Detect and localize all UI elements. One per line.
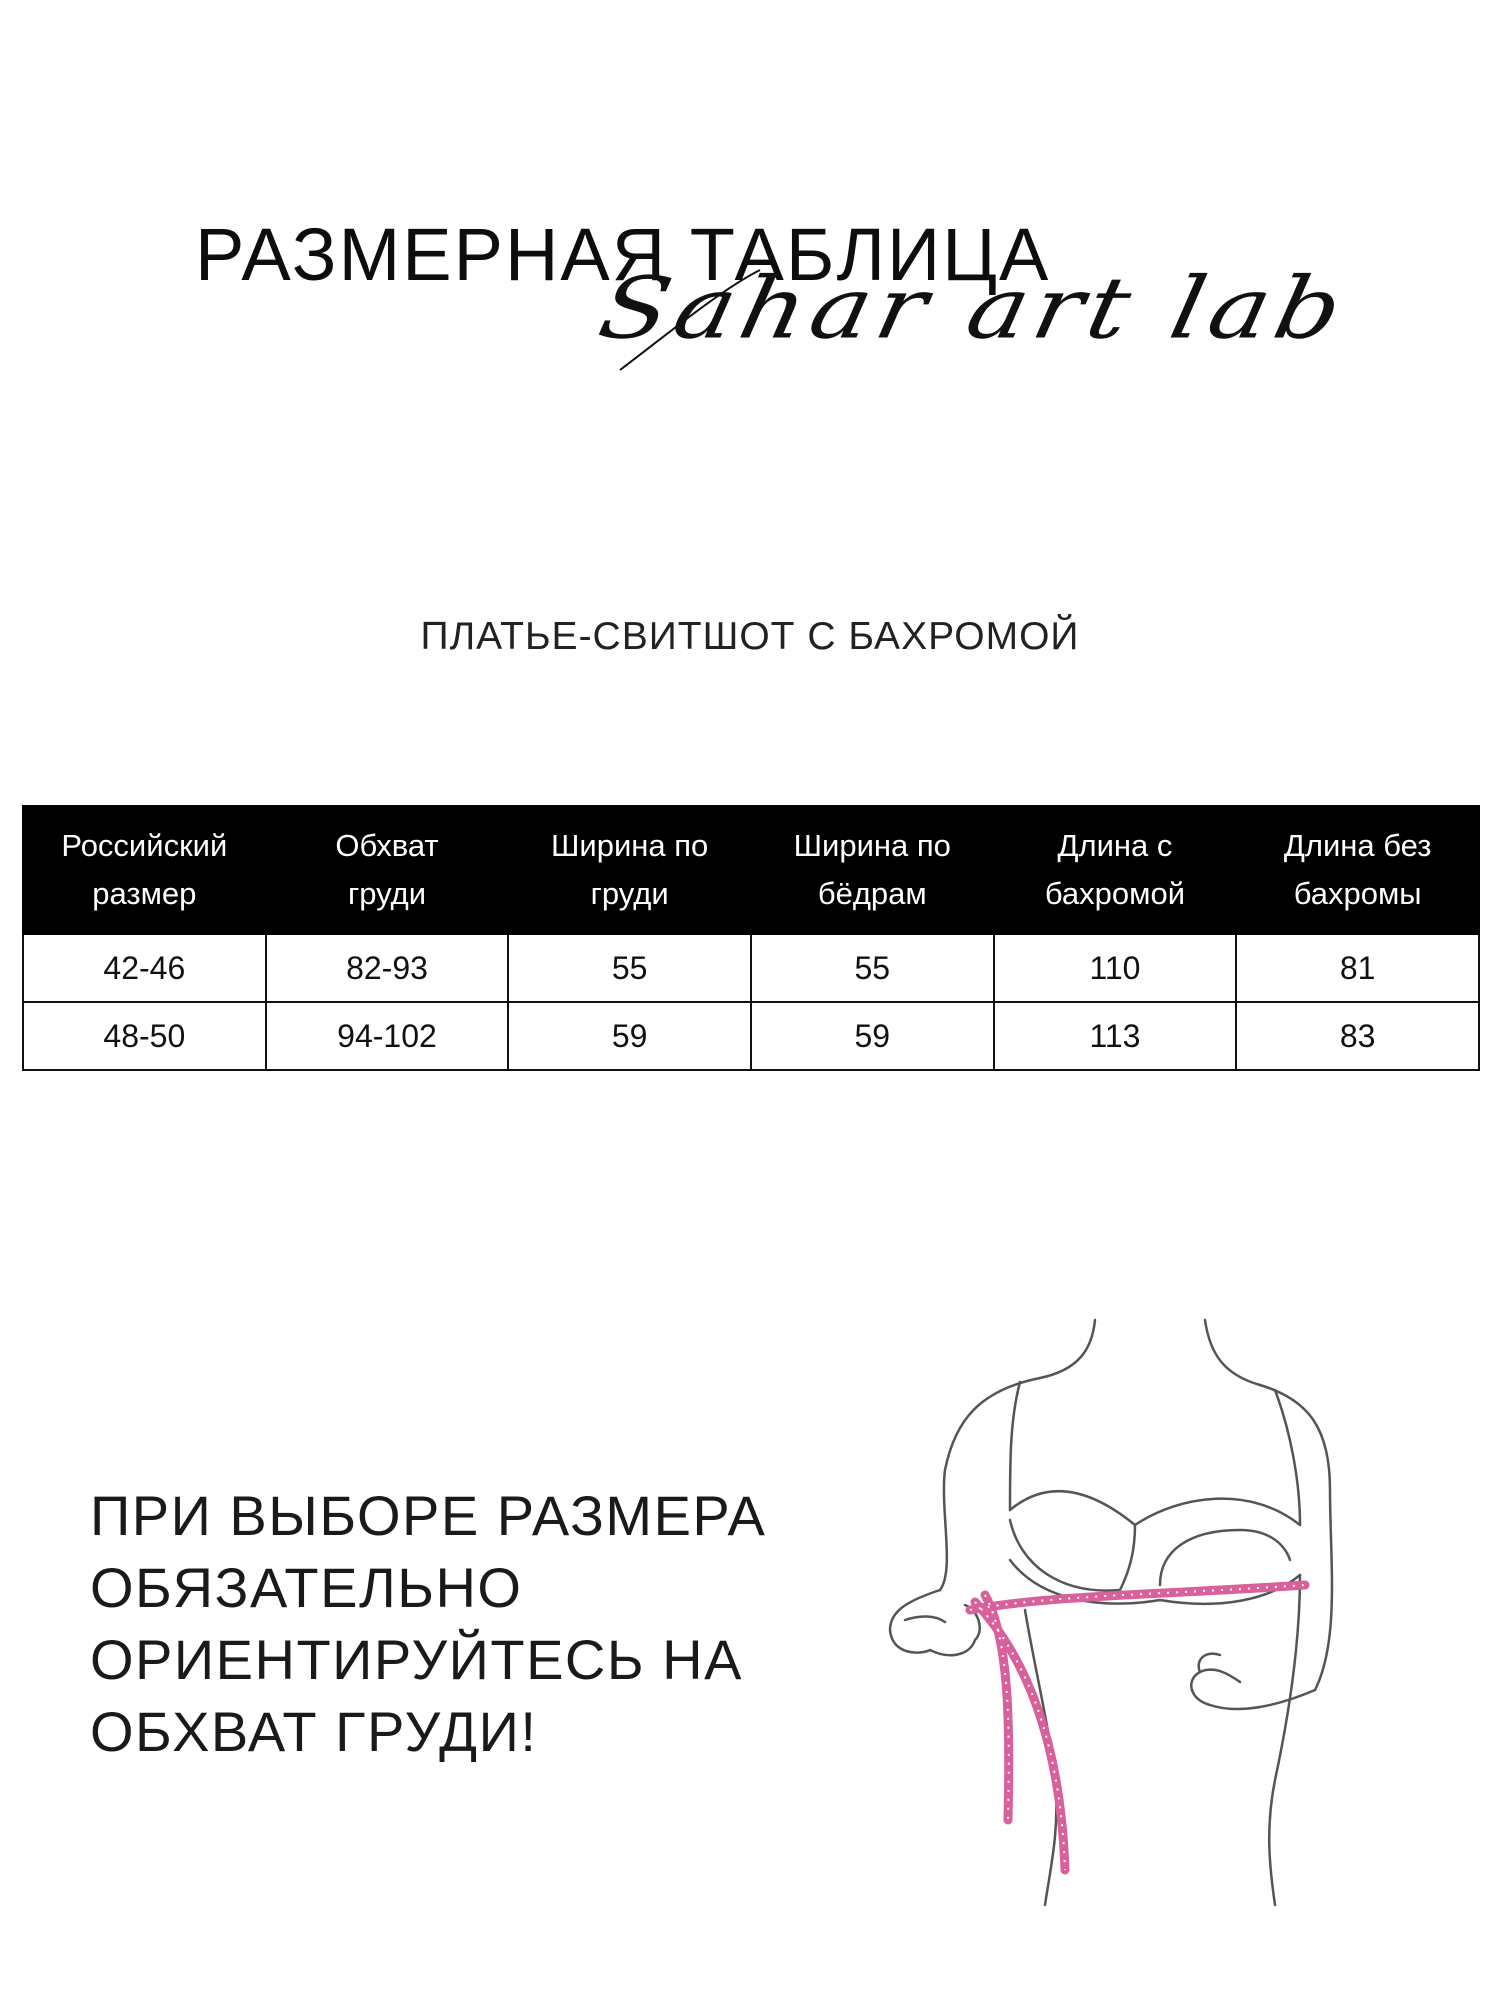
table-cell: 59 <box>751 1002 994 1070</box>
table-cell: 42-46 <box>23 934 266 1002</box>
table-cell: 94-102 <box>266 1002 509 1070</box>
table-row <box>23 1002 1479 1070</box>
table-cell: 83 <box>1236 1002 1479 1070</box>
size-selection-note <box>90 1480 850 1768</box>
table-cell: 82-93 <box>266 934 509 1002</box>
bust-measuring-tape-illustration <box>860 1310 1440 1910</box>
brand-logo-script: Sahar art lab <box>590 258 1357 358</box>
column-header-ru-size: Российский размер <box>23 806 266 934</box>
table-row <box>23 934 1479 1002</box>
column-header-hip-width: Ширина по бёдрам <box>751 806 994 934</box>
size-table <box>22 805 1480 1071</box>
column-header-length-with-fringe: Длина с бахромой <box>994 806 1237 934</box>
note-line: ПРИ ВЫБОРЕ РАЗМЕРА <box>90 1484 767 1547</box>
column-header-length-without-fringe: Длина без бахромы <box>1236 806 1479 934</box>
note-line: ОБЯЗАТЕЛЬНО <box>90 1556 523 1619</box>
size-table-header-row <box>23 806 1479 934</box>
page-title: РАЗМЕРНАЯ ТАБЛИЦА <box>195 213 1051 296</box>
product-name: ПЛАТЬЕ-СВИТШОТ С БАХРОМОЙ <box>420 615 1080 658</box>
table-cell: 59 <box>508 1002 751 1070</box>
note-line: ОБХВАТ ГРУДИ! <box>90 1700 538 1763</box>
table-cell: 113 <box>994 1002 1237 1070</box>
table-cell: 110 <box>994 934 1237 1002</box>
note-line: ОРИЕНТИРУЙТЕСЬ НА <box>90 1628 743 1691</box>
table-cell: 81 <box>1236 934 1479 1002</box>
table-cell: 48-50 <box>23 1002 266 1070</box>
column-header-chest-width: Ширина по груди <box>508 806 751 934</box>
column-header-chest-girth: Обхват груди <box>266 806 509 934</box>
table-cell: 55 <box>508 934 751 1002</box>
table-cell: 55 <box>751 934 994 1002</box>
